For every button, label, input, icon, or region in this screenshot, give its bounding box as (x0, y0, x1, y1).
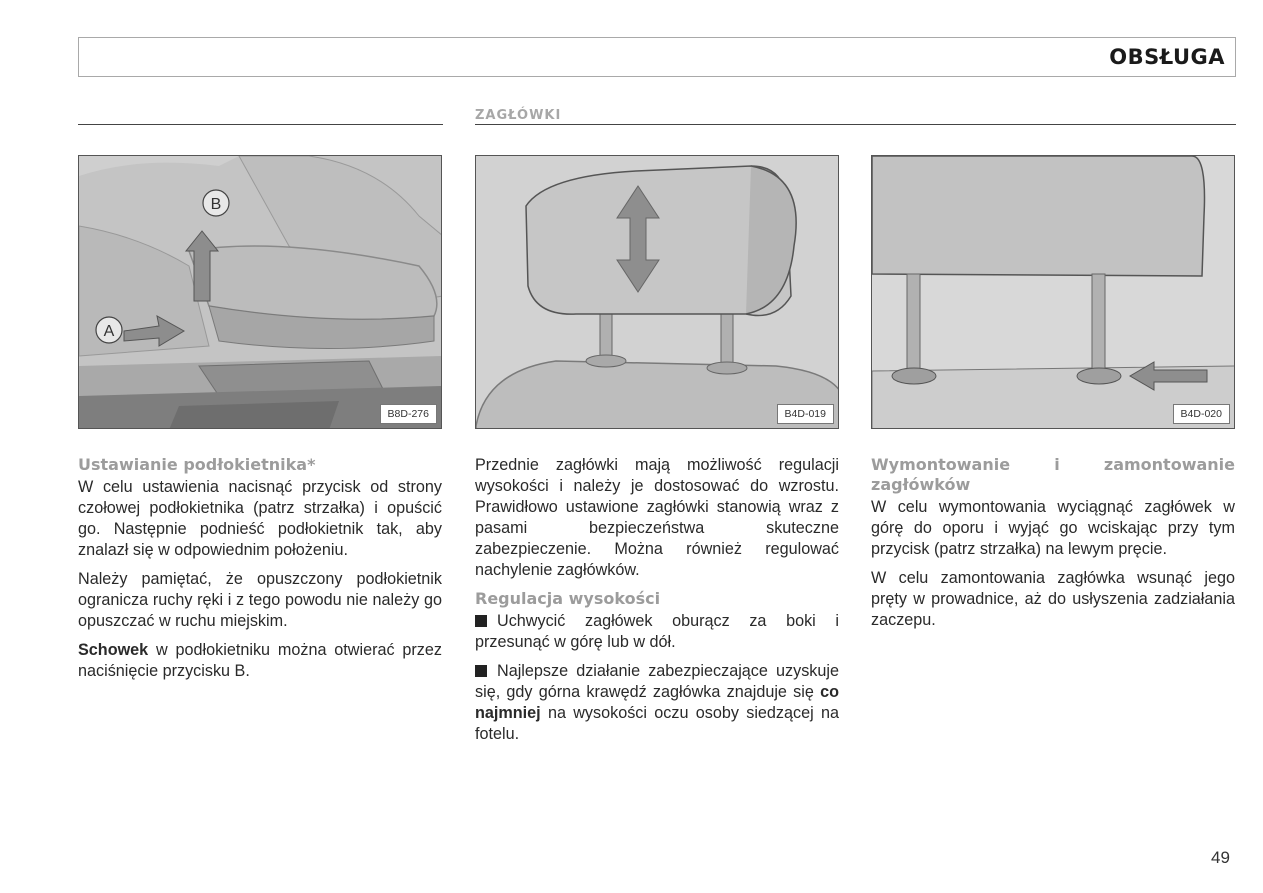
figure-headrest-remove (871, 155, 1235, 429)
bullet-text-1: Uchwycić zagłówek oburącz za boki i przesunąć w górę lub w dół. (475, 612, 839, 651)
figure-code: B4D-019 (777, 404, 834, 424)
divider-right (475, 124, 1236, 125)
divider-left (78, 124, 443, 125)
storage-bold: Schowek (78, 641, 149, 659)
headrest-adjust-illustration (476, 156, 839, 429)
column-headrest-adjust (475, 455, 839, 753)
figure-headrest-adjust (475, 155, 839, 429)
bullet-square-icon (475, 615, 487, 627)
armrest-paragraph-1: W celu ustawienia nacisnąć przycisk od strony czołowej podłokietnika (patrz strzałka) i opuścić go. Następnie podnieść podłokietnik tak, aby znalazł się w odpowiednim położeniu. (78, 478, 442, 559)
bullet-square-icon (475, 665, 487, 677)
removal-paragraph-2: W celu zamontowania zagłówka wsunąć jego pręty w prowadnice, aż do usłyszenia zadziałania zaczepu. (871, 569, 1235, 629)
figure-armrest (78, 155, 442, 429)
armrest-paragraph-3 (78, 640, 442, 682)
column-headrest-remove (871, 455, 1235, 639)
armrest-paragraph-2: Należy pamiętać, że opuszczony podłokietnik ogranicza ruchy ręki i z tego powodu nie należy go opuszczać w ruchu miejskim. (78, 570, 442, 630)
armrest-heading: Ustawianie podłokietnika* (78, 455, 316, 474)
chapter-title: OBSŁUGA (1109, 45, 1225, 69)
figure-code: B8D-276 (380, 404, 437, 424)
bullet-item-2 (475, 661, 839, 745)
column-armrest (78, 455, 442, 690)
storage-text: w podłokietniku można otwierać przez naciśnięcie przycisku B. (78, 641, 442, 680)
bullet-item-1 (475, 611, 839, 653)
figure-code: B4D-020 (1173, 404, 1230, 424)
headrest-remove-illustration (872, 156, 1235, 429)
headrest-intro: Przednie zagłówki mają możliwość regulacji wysokości i należy je dostosować do wzrostu. Prawidłowo ustawione zagłówki stanowią wraz z pasami bezpieczeństwa skuteczne zabezpieczenie. Można również regulować nachylenie zagłówków. (475, 456, 839, 579)
bullet-text-2-pre: Najlepsze działanie zabezpieczające uzyskuje się, gdy górna krawędź zagłówka znajduje się (475, 662, 839, 701)
page-number: 49 (1211, 848, 1230, 867)
bullet-text-2-bold: co najmniej (475, 683, 839, 722)
header-bar (78, 37, 1236, 77)
removal-heading: Wymontowanie i zamontowanie zagłówków (871, 455, 1235, 494)
removal-paragraph-1: W celu wymontowania wyciągnąć zagłówek w górę do oporu i wyjąć go wciskając przy tym przycisk (patrz strzałka) na lewym pręcie. (871, 498, 1235, 558)
armrest-illustration (79, 156, 442, 429)
label-a: A (103, 323, 115, 340)
label-b: B (210, 196, 222, 213)
section-title: ZAGŁÓWKI (475, 108, 562, 123)
bullet-text-2-post: na wysokości oczu osoby siedzącej na fotelu. (475, 704, 839, 743)
height-adjust-heading: Regulacja wysokości (475, 589, 661, 608)
